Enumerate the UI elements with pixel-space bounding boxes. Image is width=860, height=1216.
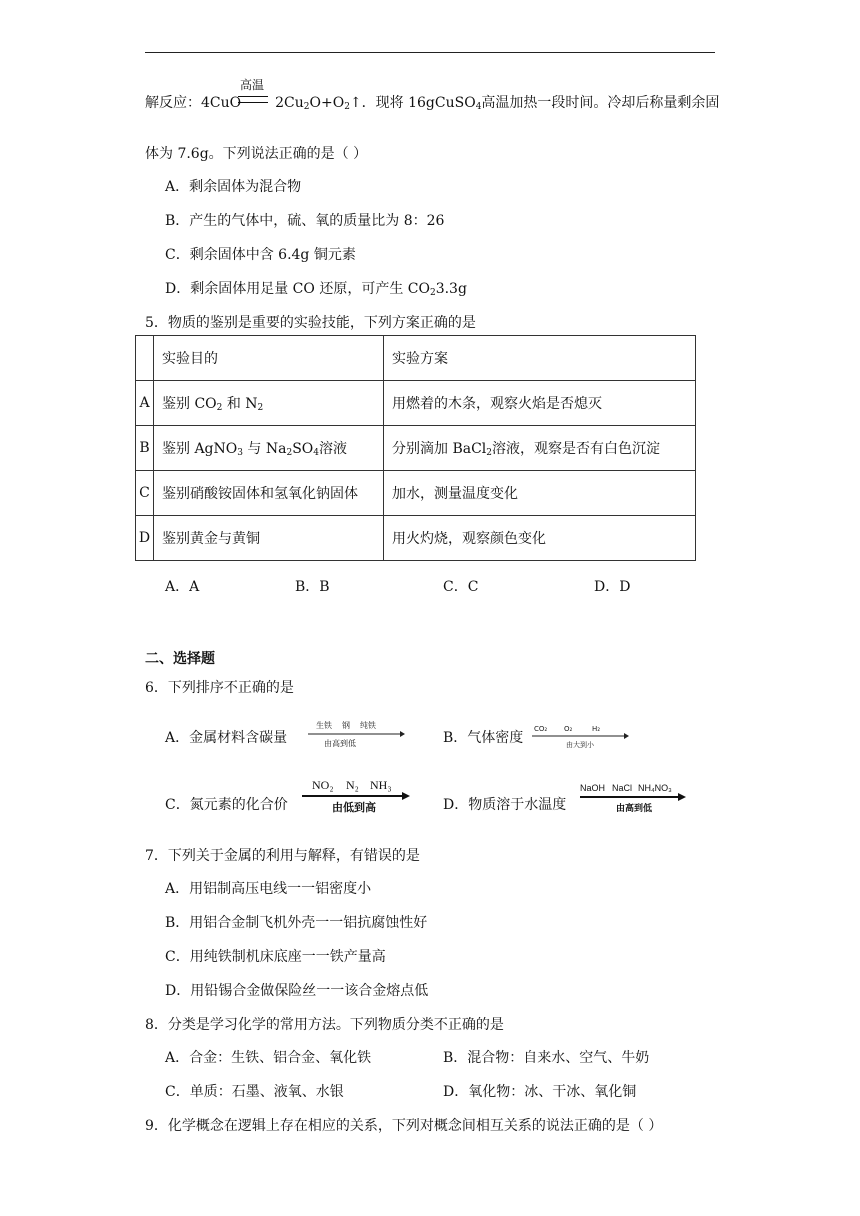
arrow-item: 生铁 bbox=[316, 721, 332, 730]
q4-equation-line bbox=[145, 92, 719, 112]
row-label: B bbox=[136, 426, 154, 471]
q7-stem: 7．下列关于金属的利用与解释，有错误的是 bbox=[145, 848, 420, 864]
q8-option-a: A．合金：生铁、铝合金、氧化铁 bbox=[165, 1050, 372, 1066]
q8-option-c: C．单质：石墨、液氧、水银 bbox=[165, 1084, 344, 1100]
arrow-item: NH₃ bbox=[370, 778, 392, 792]
table-row bbox=[136, 516, 696, 561]
q8-stem: 8．分类是学习化学的常用方法。下列物质分类不正确的是 bbox=[145, 1017, 504, 1033]
q4-stem-line2: 体为 7.6g。下列说法正确的是（ ） bbox=[145, 146, 368, 162]
arrow-item: 纯铁 bbox=[360, 721, 376, 730]
row-plan: 加水，测量温度变化 bbox=[384, 471, 696, 516]
row-goal: 鉴别 AgNO$_3$ 与 $Na_2SO_4$溶液 bbox=[154, 426, 384, 471]
q8-option-d: D．氧化物：冰、干冰、氧化铜 bbox=[443, 1084, 637, 1100]
q5-answer-d: D．D bbox=[594, 579, 631, 595]
q8-option-b: B．混合物：自来水、空气、牛奶 bbox=[443, 1050, 650, 1066]
q6-b-order-arrow bbox=[530, 722, 630, 752]
q4-option-a: A．剩余固体为混合物 bbox=[165, 179, 302, 195]
q7-option-c: C．用纯铁制机床底座一一铁产量高 bbox=[165, 949, 386, 965]
row-label: C bbox=[136, 471, 154, 516]
q4-reaction-condition: 高温 bbox=[240, 78, 265, 92]
arrow-order: 由高到低 bbox=[324, 739, 356, 748]
row-label: D bbox=[136, 516, 154, 561]
q7-option-b: B．用铝合金制飞机外壳一一铝抗腐蚀性好 bbox=[165, 915, 428, 931]
row-goal: 鉴别 $CO_2$ 和 $N_2$ bbox=[154, 381, 384, 426]
arrow-item: H₂ bbox=[592, 725, 601, 733]
arrow-item: O₂ bbox=[564, 725, 573, 733]
row-plan: 用火灼烧，观察颜色变化 bbox=[384, 516, 696, 561]
q9-stem: 9．化学概念在逻辑上存在相应的关系，下列对概念间相互关系的说法正确的是（ ） bbox=[145, 1118, 663, 1134]
table-row bbox=[136, 471, 696, 516]
arrow-order: 由高到低 bbox=[616, 804, 653, 814]
arrow-item: 钢 bbox=[342, 721, 350, 730]
table-row bbox=[136, 426, 696, 471]
header-rule bbox=[145, 52, 715, 53]
arrow-item: N₂ bbox=[346, 778, 359, 792]
table-header-cell: 实验目的 bbox=[154, 336, 384, 381]
arrow-order: 由大到小 bbox=[566, 741, 594, 749]
arrow-item: NO₂ bbox=[312, 778, 334, 792]
q4-option-d: D．剩余固体用足量 CO 还原，可产生 $CO_23.3g$ bbox=[165, 281, 467, 298]
q7-option-d: D．用铅锡合金做保险丝一一该合金熔点低 bbox=[165, 983, 429, 999]
q6-stem: 6．下列排序不正确的是 bbox=[145, 680, 294, 696]
row-goal: 鉴别硝酸铵固体和氢氧化钠固体 bbox=[154, 471, 384, 516]
q6-d-order-arrow bbox=[578, 780, 690, 818]
row-label: A bbox=[136, 381, 154, 426]
arrow-item: NH₄NO₃ bbox=[638, 783, 672, 793]
q4-equals-sign bbox=[238, 96, 268, 103]
table-row bbox=[136, 381, 696, 426]
section-title: 二、选择题 bbox=[145, 651, 215, 667]
q6-a-order-arrow bbox=[306, 716, 406, 752]
q6-option-a-label: A．金属材料含碳量 bbox=[165, 730, 288, 746]
q4-option-b: B．产生的气体中，硫、氧的质量比为 8：26 bbox=[165, 213, 445, 229]
arrow-item: NaCl bbox=[612, 783, 633, 793]
arrow-order: 由低到高 bbox=[332, 801, 376, 814]
table-header-cell bbox=[136, 336, 154, 381]
q5-answer-b: B．B bbox=[295, 579, 330, 595]
arrow-item: NaOH bbox=[580, 783, 606, 793]
q6-option-b-label: B．气体密度 bbox=[443, 730, 524, 746]
q7-option-a: A．用铝制高压电线一一铝密度小 bbox=[165, 881, 372, 897]
q5-answer-c: C．C bbox=[443, 579, 479, 595]
q4-equation-rest: $2Cu_2O+O_2↑$．现将 16gCuSO$_4$高温加热一段时间。冷却后称量剩余固 bbox=[275, 95, 720, 112]
q6-option-c-label: C．氮元素的化合价 bbox=[165, 797, 288, 813]
q5-answer-a: A．A bbox=[165, 579, 200, 595]
q6-c-order-arrow bbox=[300, 775, 412, 817]
row-plan: 分别滴加 BaCl$_2$溶液，观察是否有白色沉淀 bbox=[384, 426, 696, 471]
table-header-cell: 实验方案 bbox=[384, 336, 696, 381]
row-plan: 用燃着的木条，观察火焰是否熄灭 bbox=[384, 381, 696, 426]
q4-equation-prefix: 解反应：4CuO bbox=[145, 95, 242, 111]
q4-option-c: C．剩余固体中含 6.4g 铜元素 bbox=[165, 247, 356, 263]
q6-option-d-label: D．物质溶于水温度 bbox=[443, 797, 567, 813]
row-goal: 鉴别黄金与黄铜 bbox=[154, 516, 384, 561]
q5-table bbox=[135, 335, 696, 561]
q5-stem: 5．物质的鉴别是重要的实验技能，下列方案正确的是 bbox=[145, 315, 476, 331]
table-header-row bbox=[136, 336, 696, 381]
arrow-item: CO₂ bbox=[534, 725, 548, 733]
